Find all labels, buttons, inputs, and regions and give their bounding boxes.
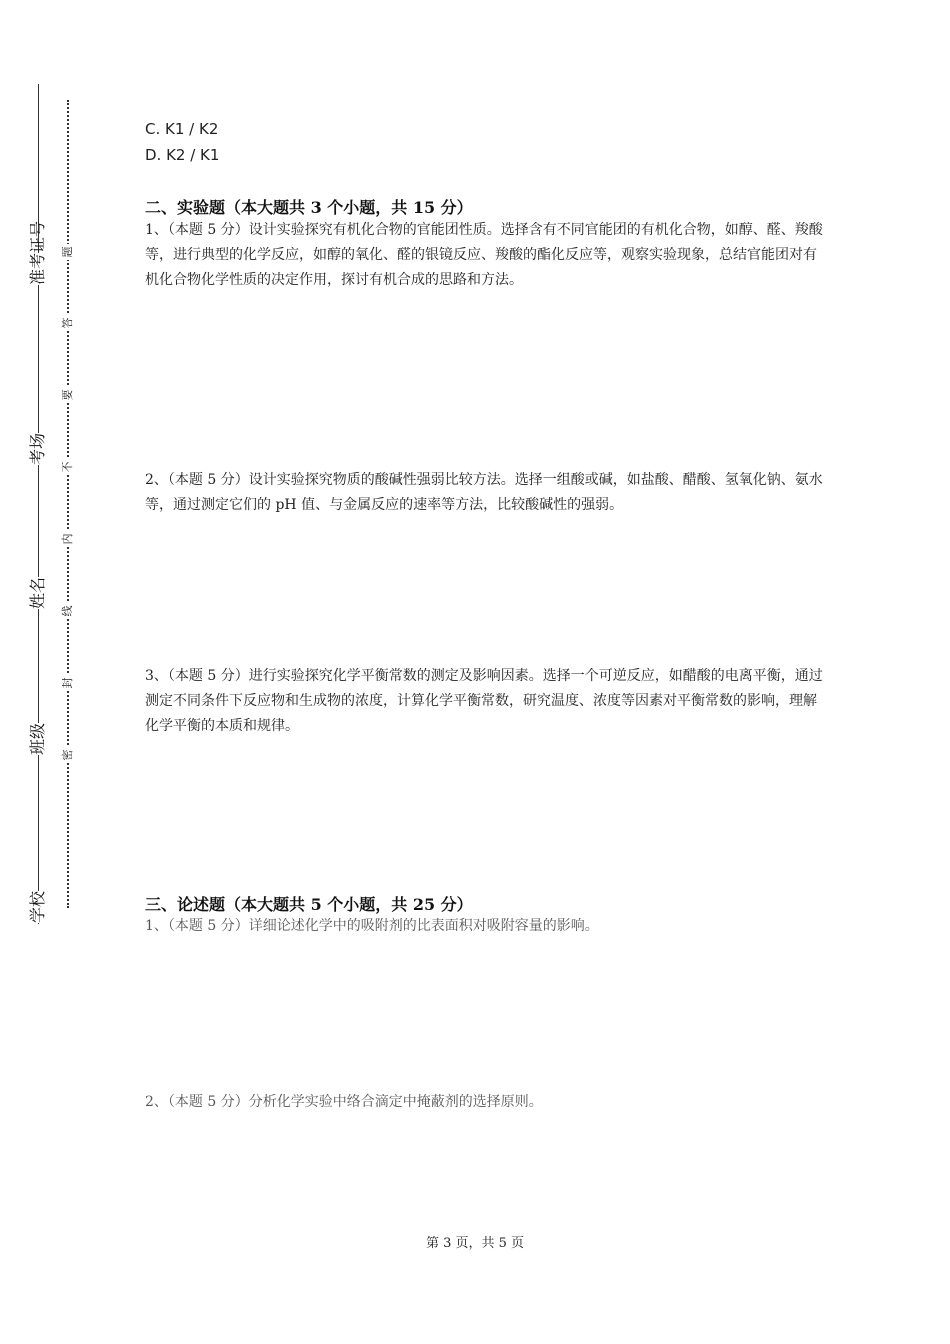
question-experiment-1: 1、（本题 5 分）设计实验探究有机化合物的官能团性质。选择含有不同官能团的有机化合物，如醇、醛、羧酸等，进行典型的化学反应，如醇的氧化、醛的银镜反应、羧酸的酯化反应等，观察实验现象，总结官能团对有机化合物化学性质的决定作用，探讨有机合成的思路和方法。 [145,222,823,288]
question-essay-1: 1、（本题 5 分）详细论述化学中的吸附剂的比表面积对吸附容量的影响。 [145,918,599,934]
seal-char: 答 [61,315,75,331]
seal-char: 线 [61,603,75,619]
seal-char: 封 [61,675,75,691]
seal-char: 内 [61,531,75,547]
seal-char: 要 [61,387,75,403]
field-name-label: 姓名 [28,576,47,609]
seal-char: 题 [61,244,75,260]
question-essay-2: 2、（本题 5 分）分析化学实验中络合滴定中掩蔽剂的选择原则。 [145,1094,543,1110]
question-experiment-2: 2、（本题 5 分）设计实验探究物质的酸碱性强弱比较方法。选择一组酸或碱，如盐酸、醋酸、氢氧化钠、氨水等，通过测定它们的 pH 值、与金属反应的速率等方法，比较酸碱性的强弱。 [145,472,823,513]
question-experiment-3: 3、（本题 5 分）进行实验探究化学平衡常数的测定及影响因素。选择一个可逆反应，如醋酸的电离平衡，通过测定不同条件下反应物和生成物的浓度，计算化学平衡常数，研究温度、浓度等因素对平衡常数的影响，理解化学平衡的本质和规律。 [145,668,823,734]
binding-solid-line [38,84,39,924]
field-exam-number-label: 准考证号 [28,220,47,285]
binding-dotted-line [67,100,69,908]
field-school-label: 学校 [28,890,47,923]
option-d: D. K2 / K1 [145,146,220,164]
option-c: C. K1 / K2 [145,120,219,138]
field-exam-room-label: 考场 [28,432,47,465]
seal-char: 不 [61,459,75,475]
section-title-experiment: 二、实验题（本大题共 3 个小题，共 15 分） [145,198,473,217]
seal-char: 密 [61,747,75,763]
field-class-label: 班级 [28,722,47,755]
page-number: 第 3 页，共 5 页 [425,1236,525,1251]
section-title-essay: 三、论述题（本大题共 5 个小题，共 25 分） [145,895,473,914]
binding-margin [0,0,110,1344]
